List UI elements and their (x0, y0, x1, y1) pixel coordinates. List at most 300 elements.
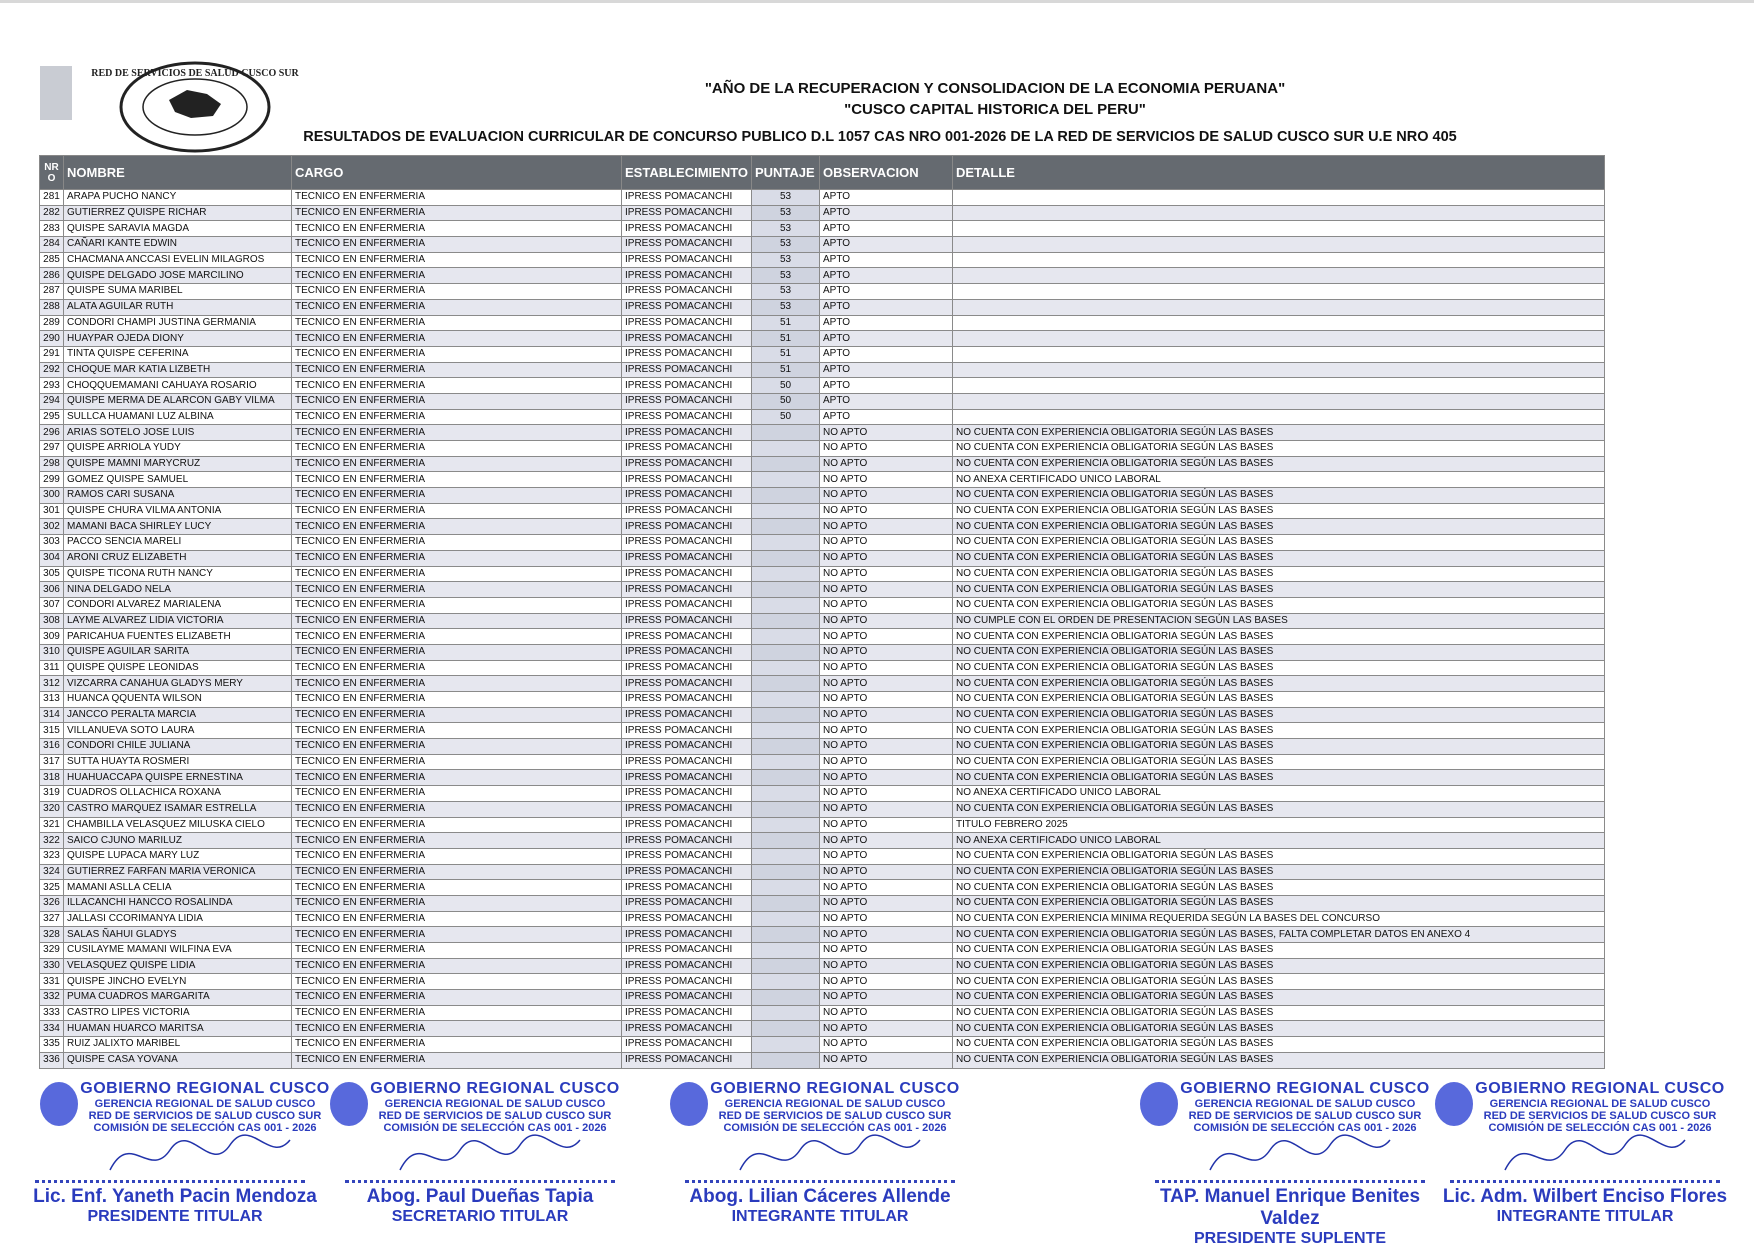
cell-establecimiento: IPRESS POMACANCHI (622, 1037, 752, 1053)
cell-establecimiento: IPRESS POMACANCHI (622, 817, 752, 833)
cell-observacion: NO APTO (820, 472, 953, 488)
stamp-line: COMISIÓN DE SELECCIÓN CAS 001 - 2026 (383, 1122, 607, 1134)
cell-observacion: APTO (820, 284, 953, 300)
cell-cargo: TECNICO EN ENFERMERIA (292, 378, 622, 394)
cell-nro: 326 (40, 895, 64, 911)
cell-detalle: NO CUENTA CON EXPERIENCIA OBLIGATORIA SEGÚN LAS BASES (953, 990, 1605, 1006)
cell-cargo: TECNICO EN ENFERMERIA (292, 613, 622, 629)
cell-establecimiento: IPRESS POMACANCHI (622, 190, 752, 206)
cell-nro: 288 (40, 299, 64, 315)
cell-detalle: NO CUENTA CON EXPERIENCIA OBLIGATORIA SEGÚN LAS BASES (953, 754, 1605, 770)
cell-establecimiento: IPRESS POMACANCHI (622, 299, 752, 315)
cell-nro: 335 (40, 1037, 64, 1053)
cell-nombre: CUADROS OLLACHICA ROXANA (64, 786, 292, 802)
table-row (40, 190, 1605, 206)
table-row (40, 535, 1605, 551)
cell-nombre: QUISPE ARRIOLA YUDY (64, 441, 292, 457)
cell-detalle (953, 346, 1605, 362)
cell-observacion: NO APTO (820, 456, 953, 472)
cell-observacion: NO APTO (820, 1021, 953, 1037)
cell-establecimiento: IPRESS POMACANCHI (622, 644, 752, 660)
cell-nombre: JANCCO PERALTA MARCIA (64, 707, 292, 723)
cell-nombre: QUISPE LUPACA MARY LUZ (64, 848, 292, 864)
peru-shield-seal-icon (1140, 1082, 1178, 1126)
cell-cargo: TECNICO EN ENFERMERIA (292, 488, 622, 504)
cell-cargo: TECNICO EN ENFERMERIA (292, 644, 622, 660)
cell-nro: 298 (40, 456, 64, 472)
cell-establecimiento: IPRESS POMACANCHI (622, 895, 752, 911)
table-row (40, 566, 1605, 582)
table-row (40, 205, 1605, 221)
cell-establecimiento: IPRESS POMACANCHI (622, 237, 752, 253)
cell-puntaje (752, 550, 820, 566)
cell-observacion: NO APTO (820, 911, 953, 927)
cell-establecimiento: IPRESS POMACANCHI (622, 582, 752, 598)
cell-observacion: APTO (820, 205, 953, 221)
cell-puntaje (752, 848, 820, 864)
cell-cargo: TECNICO EN ENFERMERIA (292, 268, 622, 284)
cell-observacion: NO APTO (820, 801, 953, 817)
cell-establecimiento: IPRESS POMACANCHI (622, 848, 752, 864)
cell-nro: 304 (40, 550, 64, 566)
cell-observacion: NO APTO (820, 613, 953, 629)
cell-nombre: PARICAHUA FUENTES ELIZABETH (64, 629, 292, 645)
cell-detalle: NO CUENTA CON EXPERIENCIA OBLIGATORIA SEGÚN LAS BASES (953, 801, 1605, 817)
cell-detalle (953, 315, 1605, 331)
cell-nombre: LAYME ALVAREZ LIDIA VICTORIA (64, 613, 292, 629)
peru-shield-seal-icon (1435, 1082, 1473, 1126)
cell-cargo: TECNICO EN ENFERMERIA (292, 660, 622, 676)
cell-detalle: NO CUENTA CON EXPERIENCIA OBLIGATORIA SEGÚN LAS BASES (953, 974, 1605, 990)
cell-observacion: NO APTO (820, 974, 953, 990)
cell-puntaje (752, 597, 820, 613)
cell-puntaje (752, 629, 820, 645)
cell-cargo: TECNICO EN ENFERMERIA (292, 692, 622, 708)
cell-cargo: TECNICO EN ENFERMERIA (292, 880, 622, 896)
cell-cargo: TECNICO EN ENFERMERIA (292, 848, 622, 864)
table-row (40, 833, 1605, 849)
cell-nro: 323 (40, 848, 64, 864)
cell-nombre: HUANCA QQUENTA WILSON (64, 692, 292, 708)
cell-cargo: TECNICO EN ENFERMERIA (292, 1005, 622, 1021)
cell-cargo: TECNICO EN ENFERMERIA (292, 566, 622, 582)
cell-nombre: VILLANUEVA SOTO LAURA (64, 723, 292, 739)
cell-detalle: NO CUENTA CON EXPERIENCIA OBLIGATORIA SEGÚN LAS BASES (953, 739, 1605, 755)
cell-puntaje (752, 1037, 820, 1053)
cell-nombre: VIZCARRA CANAHUA GLADYS MERY (64, 676, 292, 692)
stamp-line: GERENCIA REGIONAL DE SALUD CUSCO (724, 1098, 946, 1110)
table-body (40, 190, 1605, 1069)
handwritten-signature (100, 1120, 300, 1190)
cell-puntaje: 53 (752, 237, 820, 253)
cell-puntaje (752, 472, 820, 488)
cell-detalle (953, 284, 1605, 300)
cell-observacion: NO APTO (820, 990, 953, 1006)
cell-observacion: NO APTO (820, 550, 953, 566)
cell-nro: 302 (40, 519, 64, 535)
cell-nro: 331 (40, 974, 64, 990)
cell-puntaje (752, 1021, 820, 1037)
cell-detalle: NO CUENTA CON EXPERIENCIA OBLIGATORIA SEGÚN LAS BASES (953, 566, 1605, 582)
cell-observacion: NO APTO (820, 535, 953, 551)
table-row (40, 284, 1605, 300)
stamp-line: GOBIERNO REGIONAL CUSCO (710, 1080, 960, 1097)
cell-establecimiento: IPRESS POMACANCHI (622, 425, 752, 441)
cell-puntaje (752, 880, 820, 896)
cell-cargo: TECNICO EN ENFERMERIA (292, 597, 622, 613)
cell-nro: 318 (40, 770, 64, 786)
cell-puntaje (752, 676, 820, 692)
cell-nombre: MAMANI ASLLA CELIA (64, 880, 292, 896)
stamp-line: GOBIERNO REGIONAL CUSCO (1475, 1080, 1725, 1097)
cell-nombre: QUISPE TICONA RUTH NANCY (64, 566, 292, 582)
cell-puntaje: 53 (752, 252, 820, 268)
cell-puntaje (752, 644, 820, 660)
signatory-role: PRESIDENTE TITULAR (87, 1208, 263, 1225)
cell-nombre: QUISPE MERMA DE ALARCON GABY VILMA (64, 393, 292, 409)
cell-detalle: NO CUENTA CON EXPERIENCIA OBLIGATORIA SEGÚN LAS BASES (953, 943, 1605, 959)
cell-detalle: NO CUENTA CON EXPERIENCIA OBLIGATORIA SEGÚN LAS BASES (953, 644, 1605, 660)
table-row (40, 692, 1605, 708)
cell-establecimiento: IPRESS POMACANCHI (622, 535, 752, 551)
cell-puntaje (752, 754, 820, 770)
stamp-line: GERENCIA REGIONAL DE SALUD CUSCO (384, 1098, 606, 1110)
cell-nro: 330 (40, 958, 64, 974)
cell-observacion: NO APTO (820, 519, 953, 535)
cell-nombre: CASTRO LIPES VICTORIA (64, 1005, 292, 1021)
table-row (40, 582, 1605, 598)
stamp-line: COMISIÓN DE SELECCIÓN CAS 001 - 2026 (723, 1122, 947, 1134)
cell-cargo: TECNICO EN ENFERMERIA (292, 503, 622, 519)
cell-observacion: NO APTO (820, 566, 953, 582)
cell-nro: 294 (40, 393, 64, 409)
cell-detalle (953, 221, 1605, 237)
cell-establecimiento: IPRESS POMACANCHI (622, 221, 752, 237)
cell-establecimiento: IPRESS POMACANCHI (622, 613, 752, 629)
col-nombre: NOMBRE (64, 156, 292, 190)
cell-puntaje (752, 739, 820, 755)
stamp-line: GOBIERNO REGIONAL CUSCO (370, 1080, 620, 1097)
cell-establecimiento: IPRESS POMACANCHI (622, 503, 752, 519)
table-row (40, 754, 1605, 770)
table-row (40, 550, 1605, 566)
cell-observacion: NO APTO (820, 582, 953, 598)
cell-nombre: HUAYPAR OJEDA DIONY (64, 331, 292, 347)
cell-nro: 300 (40, 488, 64, 504)
cell-detalle: TITULO FEBRERO 2025 (953, 817, 1605, 833)
cell-nro: 284 (40, 237, 64, 253)
cell-nro: 293 (40, 378, 64, 394)
table-row (40, 911, 1605, 927)
stamp-line: GOBIERNO REGIONAL CUSCO (80, 1080, 330, 1097)
stamp-line: COMISIÓN DE SELECCIÓN CAS 001 - 2026 (93, 1122, 317, 1134)
cell-nro: 283 (40, 221, 64, 237)
cell-nombre: QUISPE SUMA MARIBEL (64, 284, 292, 300)
cell-puntaje: 51 (752, 362, 820, 378)
cell-cargo: TECNICO EN ENFERMERIA (292, 958, 622, 974)
cell-establecimiento: IPRESS POMACANCHI (622, 958, 752, 974)
cell-establecimiento: IPRESS POMACANCHI (622, 268, 752, 284)
cell-cargo: TECNICO EN ENFERMERIA (292, 1021, 622, 1037)
stamp-line: GOBIERNO REGIONAL CUSCO (1180, 1080, 1430, 1097)
cell-establecimiento: IPRESS POMACANCHI (622, 597, 752, 613)
cell-observacion: NO APTO (820, 660, 953, 676)
cell-nro: 296 (40, 425, 64, 441)
cell-detalle: NO CUENTA CON EXPERIENCIA OBLIGATORIA SEGÚN LAS BASES, FALTA COMPLETAR DATOS EN ANEXO 4 (953, 927, 1605, 943)
cell-nombre: SAICO CJUNO MARILUZ (64, 833, 292, 849)
cell-establecimiento: IPRESS POMACANCHI (622, 252, 752, 268)
signatory (335, 1186, 625, 1226)
cell-cargo: TECNICO EN ENFERMERIA (292, 237, 622, 253)
scan-gray-mark (40, 66, 72, 120)
cell-observacion: APTO (820, 237, 953, 253)
cell-nombre: VELASQUEZ QUISPE LIDIA (64, 958, 292, 974)
cell-puntaje (752, 786, 820, 802)
cell-nombre: ARAPA PUCHO NANCY (64, 190, 292, 206)
table-row (40, 393, 1605, 409)
cell-establecimiento: IPRESS POMACANCHI (622, 315, 752, 331)
table-row (40, 252, 1605, 268)
cell-nombre: RUIZ JALIXTO MARIBEL (64, 1037, 292, 1053)
signatory (675, 1186, 965, 1226)
cell-nro: 315 (40, 723, 64, 739)
cell-puntaje (752, 801, 820, 817)
cell-observacion: NO APTO (820, 1005, 953, 1021)
cell-detalle: NO CUENTA CON EXPERIENCIA MINIMA REQUERIDA SEGÚN LA BASES DEL CONCURSO (953, 911, 1605, 927)
cell-cargo: TECNICO EN ENFERMERIA (292, 1037, 622, 1053)
year-slogan: "AÑO DE LA RECUPERACION Y CONSOLIDACION DE LA ECONOMIA PERUANA" (704, 80, 1286, 97)
cell-observacion: NO APTO (820, 597, 953, 613)
cell-nombre: PUMA CUADROS MARGARITA (64, 990, 292, 1006)
cell-nombre: QUISPE MAMNI MARYCRUZ (64, 456, 292, 472)
cell-puntaje: 53 (752, 221, 820, 237)
cell-establecimiento: IPRESS POMACANCHI (622, 864, 752, 880)
cell-establecimiento: IPRESS POMACANCHI (622, 441, 752, 457)
cell-observacion: NO APTO (820, 754, 953, 770)
cell-observacion: NO APTO (820, 676, 953, 692)
cell-establecimiento: IPRESS POMACANCHI (622, 1005, 752, 1021)
cell-establecimiento: IPRESS POMACANCHI (622, 566, 752, 582)
cell-nombre: HUAMAN HUARCO MARITSA (64, 1021, 292, 1037)
cell-nro: 333 (40, 1005, 64, 1021)
cell-puntaje (752, 503, 820, 519)
cell-puntaje (752, 519, 820, 535)
cell-nro: 313 (40, 692, 64, 708)
cell-detalle: NO CUENTA CON EXPERIENCIA OBLIGATORIA SEGÚN LAS BASES (953, 660, 1605, 676)
cell-puntaje (752, 707, 820, 723)
signatory-role: INTEGRANTE TITULAR (1496, 1208, 1674, 1225)
table-row (40, 315, 1605, 331)
table-row (40, 990, 1605, 1006)
cell-observacion: NO APTO (820, 488, 953, 504)
cell-cargo: TECNICO EN ENFERMERIA (292, 786, 622, 802)
cell-establecimiento: IPRESS POMACANCHI (622, 629, 752, 645)
cell-cargo: TECNICO EN ENFERMERIA (292, 550, 622, 566)
cell-cargo: TECNICO EN ENFERMERIA (292, 284, 622, 300)
cell-nro: 290 (40, 331, 64, 347)
table-row (40, 660, 1605, 676)
cell-establecimiento: IPRESS POMACANCHI (622, 409, 752, 425)
cell-cargo: TECNICO EN ENFERMERIA (292, 927, 622, 943)
cell-nombre: PACCO SENCIA MARELI (64, 535, 292, 551)
cell-cargo: TECNICO EN ENFERMERIA (292, 739, 622, 755)
cell-cargo: TECNICO EN ENFERMERIA (292, 441, 622, 457)
cell-detalle: NO CUMPLE CON EL ORDEN DE PRESENTACION SEGÚN LAS BASES (953, 613, 1605, 629)
cell-nro: 308 (40, 613, 64, 629)
table-row (40, 597, 1605, 613)
cell-cargo: TECNICO EN ENFERMERIA (292, 425, 622, 441)
cell-nro: 289 (40, 315, 64, 331)
cell-detalle: NO CUENTA CON EXPERIENCIA OBLIGATORIA SEGÚN LAS BASES (953, 676, 1605, 692)
cell-establecimiento: IPRESS POMACANCHI (622, 284, 752, 300)
cell-cargo: TECNICO EN ENFERMERIA (292, 362, 622, 378)
cell-detalle: NO CUENTA CON EXPERIENCIA OBLIGATORIA SEGÚN LAS BASES (953, 535, 1605, 551)
table-row (40, 817, 1605, 833)
cell-detalle: NO ANEXA CERTIFICADO UNICO LABORAL (953, 472, 1605, 488)
cell-observacion: NO APTO (820, 692, 953, 708)
cell-nombre: QUISPE CASA YOVANA (64, 1052, 292, 1068)
cell-observacion: NO APTO (820, 739, 953, 755)
cell-puntaje: 50 (752, 378, 820, 394)
cell-cargo: TECNICO EN ENFERMERIA (292, 315, 622, 331)
cell-nro: 334 (40, 1021, 64, 1037)
cell-puntaje (752, 770, 820, 786)
cell-puntaje (752, 582, 820, 598)
cell-cargo: TECNICO EN ENFERMERIA (292, 535, 622, 551)
cell-cargo: TECNICO EN ENFERMERIA (292, 299, 622, 315)
cell-nombre: ILLACANCHI HANCCO ROSALINDA (64, 895, 292, 911)
cell-cargo: TECNICO EN ENFERMERIA (292, 252, 622, 268)
signatory-name: Lic. Enf. Yaneth Pacin Mendoza (33, 1186, 317, 1207)
col-nro: NR O (40, 156, 64, 190)
cell-puntaje (752, 927, 820, 943)
cell-observacion: NO APTO (820, 927, 953, 943)
cell-cargo: TECNICO EN ENFERMERIA (292, 817, 622, 833)
cell-cargo: TECNICO EN ENFERMERIA (292, 833, 622, 849)
cell-cargo: TECNICO EN ENFERMERIA (292, 472, 622, 488)
cell-nombre: SALAS ÑAHUI GLADYS (64, 927, 292, 943)
cell-detalle (953, 252, 1605, 268)
cell-nombre: ARIAS SOTELO JOSE LUIS (64, 425, 292, 441)
cell-observacion: APTO (820, 268, 953, 284)
cell-nombre: SULLCA HUAMANI LUZ ALBINA (64, 409, 292, 425)
cell-observacion: NO APTO (820, 425, 953, 441)
cell-nro: 281 (40, 190, 64, 206)
table-row (40, 503, 1605, 519)
stamp-line: RED DE SERVICIOS DE SALUD CUSCO SUR (718, 1110, 952, 1122)
cell-observacion: NO APTO (820, 864, 953, 880)
cell-cargo: TECNICO EN ENFERMERIA (292, 221, 622, 237)
cell-detalle (953, 393, 1605, 409)
cell-detalle: NO CUENTA CON EXPERIENCIA OBLIGATORIA SEGÚN LAS BASES (953, 848, 1605, 864)
cell-nombre: CAÑARI KANTE EDWIN (64, 237, 292, 253)
cell-observacion: APTO (820, 346, 953, 362)
cell-detalle: NO CUENTA CON EXPERIENCIA OBLIGATORIA SEGÚN LAS BASES (953, 770, 1605, 786)
cell-detalle (953, 331, 1605, 347)
cell-establecimiento: IPRESS POMACANCHI (622, 205, 752, 221)
table-row (40, 472, 1605, 488)
table-row (40, 346, 1605, 362)
cell-nro: 336 (40, 1052, 64, 1068)
table-row (40, 488, 1605, 504)
stamp-line: RED DE SERVICIOS DE SALUD CUSCO SUR (88, 1110, 322, 1122)
cell-puntaje (752, 817, 820, 833)
cell-nombre: CHACMANA ANCCASI EVELIN MILAGROS (64, 252, 292, 268)
cell-observacion: NO APTO (820, 848, 953, 864)
cell-establecimiento: IPRESS POMACANCHI (622, 786, 752, 802)
cell-establecimiento: IPRESS POMACANCHI (622, 660, 752, 676)
cell-nro: 320 (40, 801, 64, 817)
red-salud-logo (91, 60, 299, 155)
table-row (40, 331, 1605, 347)
cell-cargo: TECNICO EN ENFERMERIA (292, 1052, 622, 1068)
table-row (40, 676, 1605, 692)
cell-observacion: APTO (820, 362, 953, 378)
cell-nombre: QUISPE QUISPE LEONIDAS (64, 660, 292, 676)
cell-puntaje (752, 895, 820, 911)
cell-detalle: NO CUENTA CON EXPERIENCIA OBLIGATORIA SEGÚN LAS BASES (953, 880, 1605, 896)
cell-observacion: APTO (820, 331, 953, 347)
table-row (40, 1037, 1605, 1053)
cell-detalle (953, 378, 1605, 394)
cell-puntaje (752, 660, 820, 676)
cell-establecimiento: IPRESS POMACANCHI (622, 378, 752, 394)
cell-cargo: TECNICO EN ENFERMERIA (292, 582, 622, 598)
cell-detalle: NO CUENTA CON EXPERIENCIA OBLIGATORIA SEGÚN LAS BASES (953, 707, 1605, 723)
signatory (1145, 1186, 1435, 1248)
top-edge-line (0, 0, 1754, 3)
handwritten-signature (730, 1120, 930, 1190)
cell-nro: 312 (40, 676, 64, 692)
table-row (40, 801, 1605, 817)
cell-puntaje (752, 943, 820, 959)
table-row (40, 362, 1605, 378)
cell-puntaje: 50 (752, 409, 820, 425)
table-row (40, 1021, 1605, 1037)
cell-detalle: NO CUENTA CON EXPERIENCIA OBLIGATORIA SEGÚN LAS BASES (953, 629, 1605, 645)
cell-nro: 314 (40, 707, 64, 723)
cell-nombre: QUISPE AGUILAR SARITA (64, 644, 292, 660)
results-table (39, 155, 1605, 1069)
table-row (40, 927, 1605, 943)
cell-detalle: NO CUENTA CON EXPERIENCIA OBLIGATORIA SEGÚN LAS BASES (953, 1005, 1605, 1021)
cell-detalle: NO ANEXA CERTIFICADO UNICO LABORAL (953, 833, 1605, 849)
cell-detalle: NO CUENTA CON EXPERIENCIA OBLIGATORIA SEGÚN LAS BASES (953, 503, 1605, 519)
table-row (40, 880, 1605, 896)
table-row (40, 613, 1605, 629)
cell-puntaje (752, 1052, 820, 1068)
cell-detalle: NO CUENTA CON EXPERIENCIA OBLIGATORIA SEGÚN LAS BASES (953, 1052, 1605, 1068)
cell-nro: 285 (40, 252, 64, 268)
cell-observacion: APTO (820, 252, 953, 268)
cell-puntaje (752, 958, 820, 974)
table-row (40, 644, 1605, 660)
cell-nombre: GUTIERREZ QUISPE RICHAR (64, 205, 292, 221)
cell-observacion: NO APTO (820, 1052, 953, 1068)
cell-cargo: TECNICO EN ENFERMERIA (292, 974, 622, 990)
cell-observacion: NO APTO (820, 895, 953, 911)
cell-puntaje (752, 535, 820, 551)
cell-cargo: TECNICO EN ENFERMERIA (292, 331, 622, 347)
cell-detalle: NO CUENTA CON EXPERIENCIA OBLIGATORIA SEGÚN LAS BASES (953, 425, 1605, 441)
cell-detalle: NO CUENTA CON EXPERIENCIA OBLIGATORIA SEGÚN LAS BASES (953, 692, 1605, 708)
table-row (40, 409, 1605, 425)
peru-shield-seal-icon (40, 1082, 78, 1126)
cell-establecimiento: IPRESS POMACANCHI (622, 833, 752, 849)
signatory-name: TAP. Manuel Enrique Benites Valdez (1159, 1186, 1421, 1229)
cell-detalle (953, 409, 1605, 425)
cell-cargo: TECNICO EN ENFERMERIA (292, 943, 622, 959)
